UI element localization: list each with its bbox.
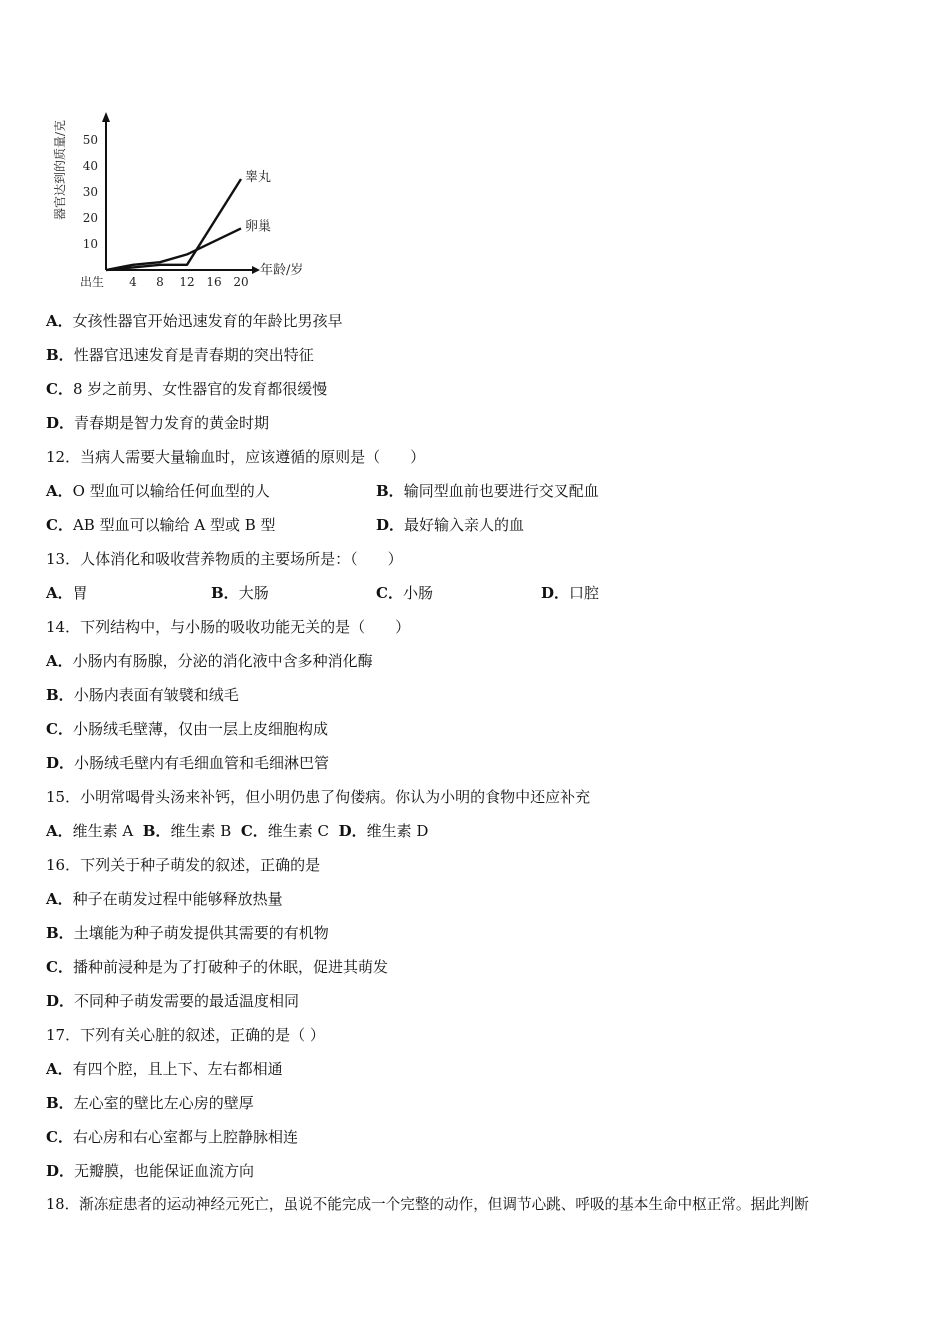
y-tick-label: 10 bbox=[82, 237, 98, 251]
y-tick-label: 40 bbox=[82, 159, 98, 173]
q14-stem: 14．下列结构中，与小肠的吸收功能无关的是（ ） bbox=[46, 618, 411, 636]
x-tick-label: 16 bbox=[206, 275, 222, 289]
chart-svg bbox=[44, 110, 304, 295]
y-axis-arrow bbox=[102, 112, 110, 122]
y-tick-label: 20 bbox=[82, 211, 98, 225]
q13-stem: 13．人体消化和吸收营养物质的主要场所是：（ ） bbox=[46, 550, 403, 568]
q16-option-c: C．播种前浸种是为了打破种子的休眠，促进其萌发 bbox=[46, 958, 388, 976]
x-tick-label: 8 bbox=[156, 275, 164, 289]
x-tick-label: 4 bbox=[129, 275, 137, 289]
q17-option-d: D．无瓣膜，也能保证血流方向 bbox=[46, 1162, 255, 1180]
chart-axes bbox=[102, 112, 260, 274]
q11-option-d: D．青春期是智力发育的黄金时期 bbox=[46, 414, 270, 432]
y-tick-label: 50 bbox=[82, 133, 98, 147]
q16-option-b: B．土壤能为种子萌发提供其需要的有机物 bbox=[46, 924, 329, 942]
q15-stem: 15．小明常喝骨头汤来补钙，但小明仍患了佝偻病。你认为小明的食物中还应补充 bbox=[46, 788, 591, 806]
q11-option-c: C．8 岁之前男、女性器官的发育都很缓慢 bbox=[46, 380, 328, 398]
q12-option-d: D．最好输入亲人的血 bbox=[376, 516, 525, 534]
x-tick-label: 20 bbox=[233, 275, 249, 289]
q16-stem: 16．下列关于种子萌发的叙述，正确的是 bbox=[46, 856, 321, 874]
q17-option-b: B．左心室的壁比左心房的壁厚 bbox=[46, 1094, 254, 1112]
q13-option-c: C．小肠 bbox=[376, 584, 433, 602]
q11-option-a: A．女孩性器官开始迅速发育的年龄比男孩早 bbox=[46, 312, 343, 330]
q17-option-c: C．右心房和右心室都与上腔静脉相连 bbox=[46, 1128, 298, 1146]
q11-option-b: B．性器官迅速发育是青春期的突出特征 bbox=[46, 346, 314, 364]
series-label-2: 卵巢 bbox=[245, 219, 272, 235]
x-tick-label: 12 bbox=[179, 275, 195, 289]
q18-stem: 18．渐冻症患者的运动神经元死亡，虽说不能完成一个完整的动作，但调节心跳、呼吸的基本生命中枢正常。据此判断 bbox=[46, 1196, 809, 1213]
x-tick-label: 出生 bbox=[79, 275, 105, 289]
chart-xlabel: 年龄/岁 bbox=[260, 263, 304, 278]
q14-option-c: C．小肠绒毛壁薄，仅由一层上皮细胞构成 bbox=[46, 720, 328, 738]
q14-option-a: A．小肠内有肠腺，分泌的消化液中含多种消化酶 bbox=[46, 652, 373, 670]
y-tick-label: 30 bbox=[82, 185, 98, 199]
q17-option-a: A．有四个腔，且上下、左右都相通 bbox=[46, 1060, 283, 1078]
q16-option-d: D．不同种子萌发需要的最适温度相同 bbox=[46, 992, 300, 1010]
series-label-1: 睾丸 bbox=[245, 170, 272, 185]
q15-options: A．维生素 A B．维生素 B C．维生素 C D．维生素 D bbox=[46, 822, 429, 840]
q12-option-b: B．输同型血前也要进行交叉配血 bbox=[376, 482, 599, 500]
q13-option-a: A．胃 bbox=[46, 584, 88, 602]
q12-option-a: A．O 型血可以输给任何血型的人 bbox=[46, 482, 270, 500]
chart-ylabel: 器官达到的质量/克 bbox=[53, 119, 67, 221]
series-line-1 bbox=[106, 179, 241, 270]
q12-option-c: C．AB 型血可以输给 A 型或 B 型 bbox=[46, 516, 276, 534]
q16-option-a: A．种子在萌发过程中能够释放热量 bbox=[46, 890, 283, 908]
q13-option-d: D．口腔 bbox=[541, 584, 600, 602]
q17-stem: 17．下列有关心脏的叙述，正确的是（ ） bbox=[46, 1026, 325, 1044]
x-axis-arrow bbox=[252, 266, 260, 274]
q14-option-d: D．小肠绒毛壁内有毛细血管和毛细淋巴管 bbox=[46, 754, 330, 772]
organ-mass-chart bbox=[44, 110, 304, 295]
q12-stem: 12．当病人需要大量输血时，应该遵循的原则是（ ） bbox=[46, 448, 426, 466]
q13-option-b: B．大肠 bbox=[211, 584, 269, 602]
q14-option-b: B．小肠内表面有皱襞和绒毛 bbox=[46, 686, 239, 704]
